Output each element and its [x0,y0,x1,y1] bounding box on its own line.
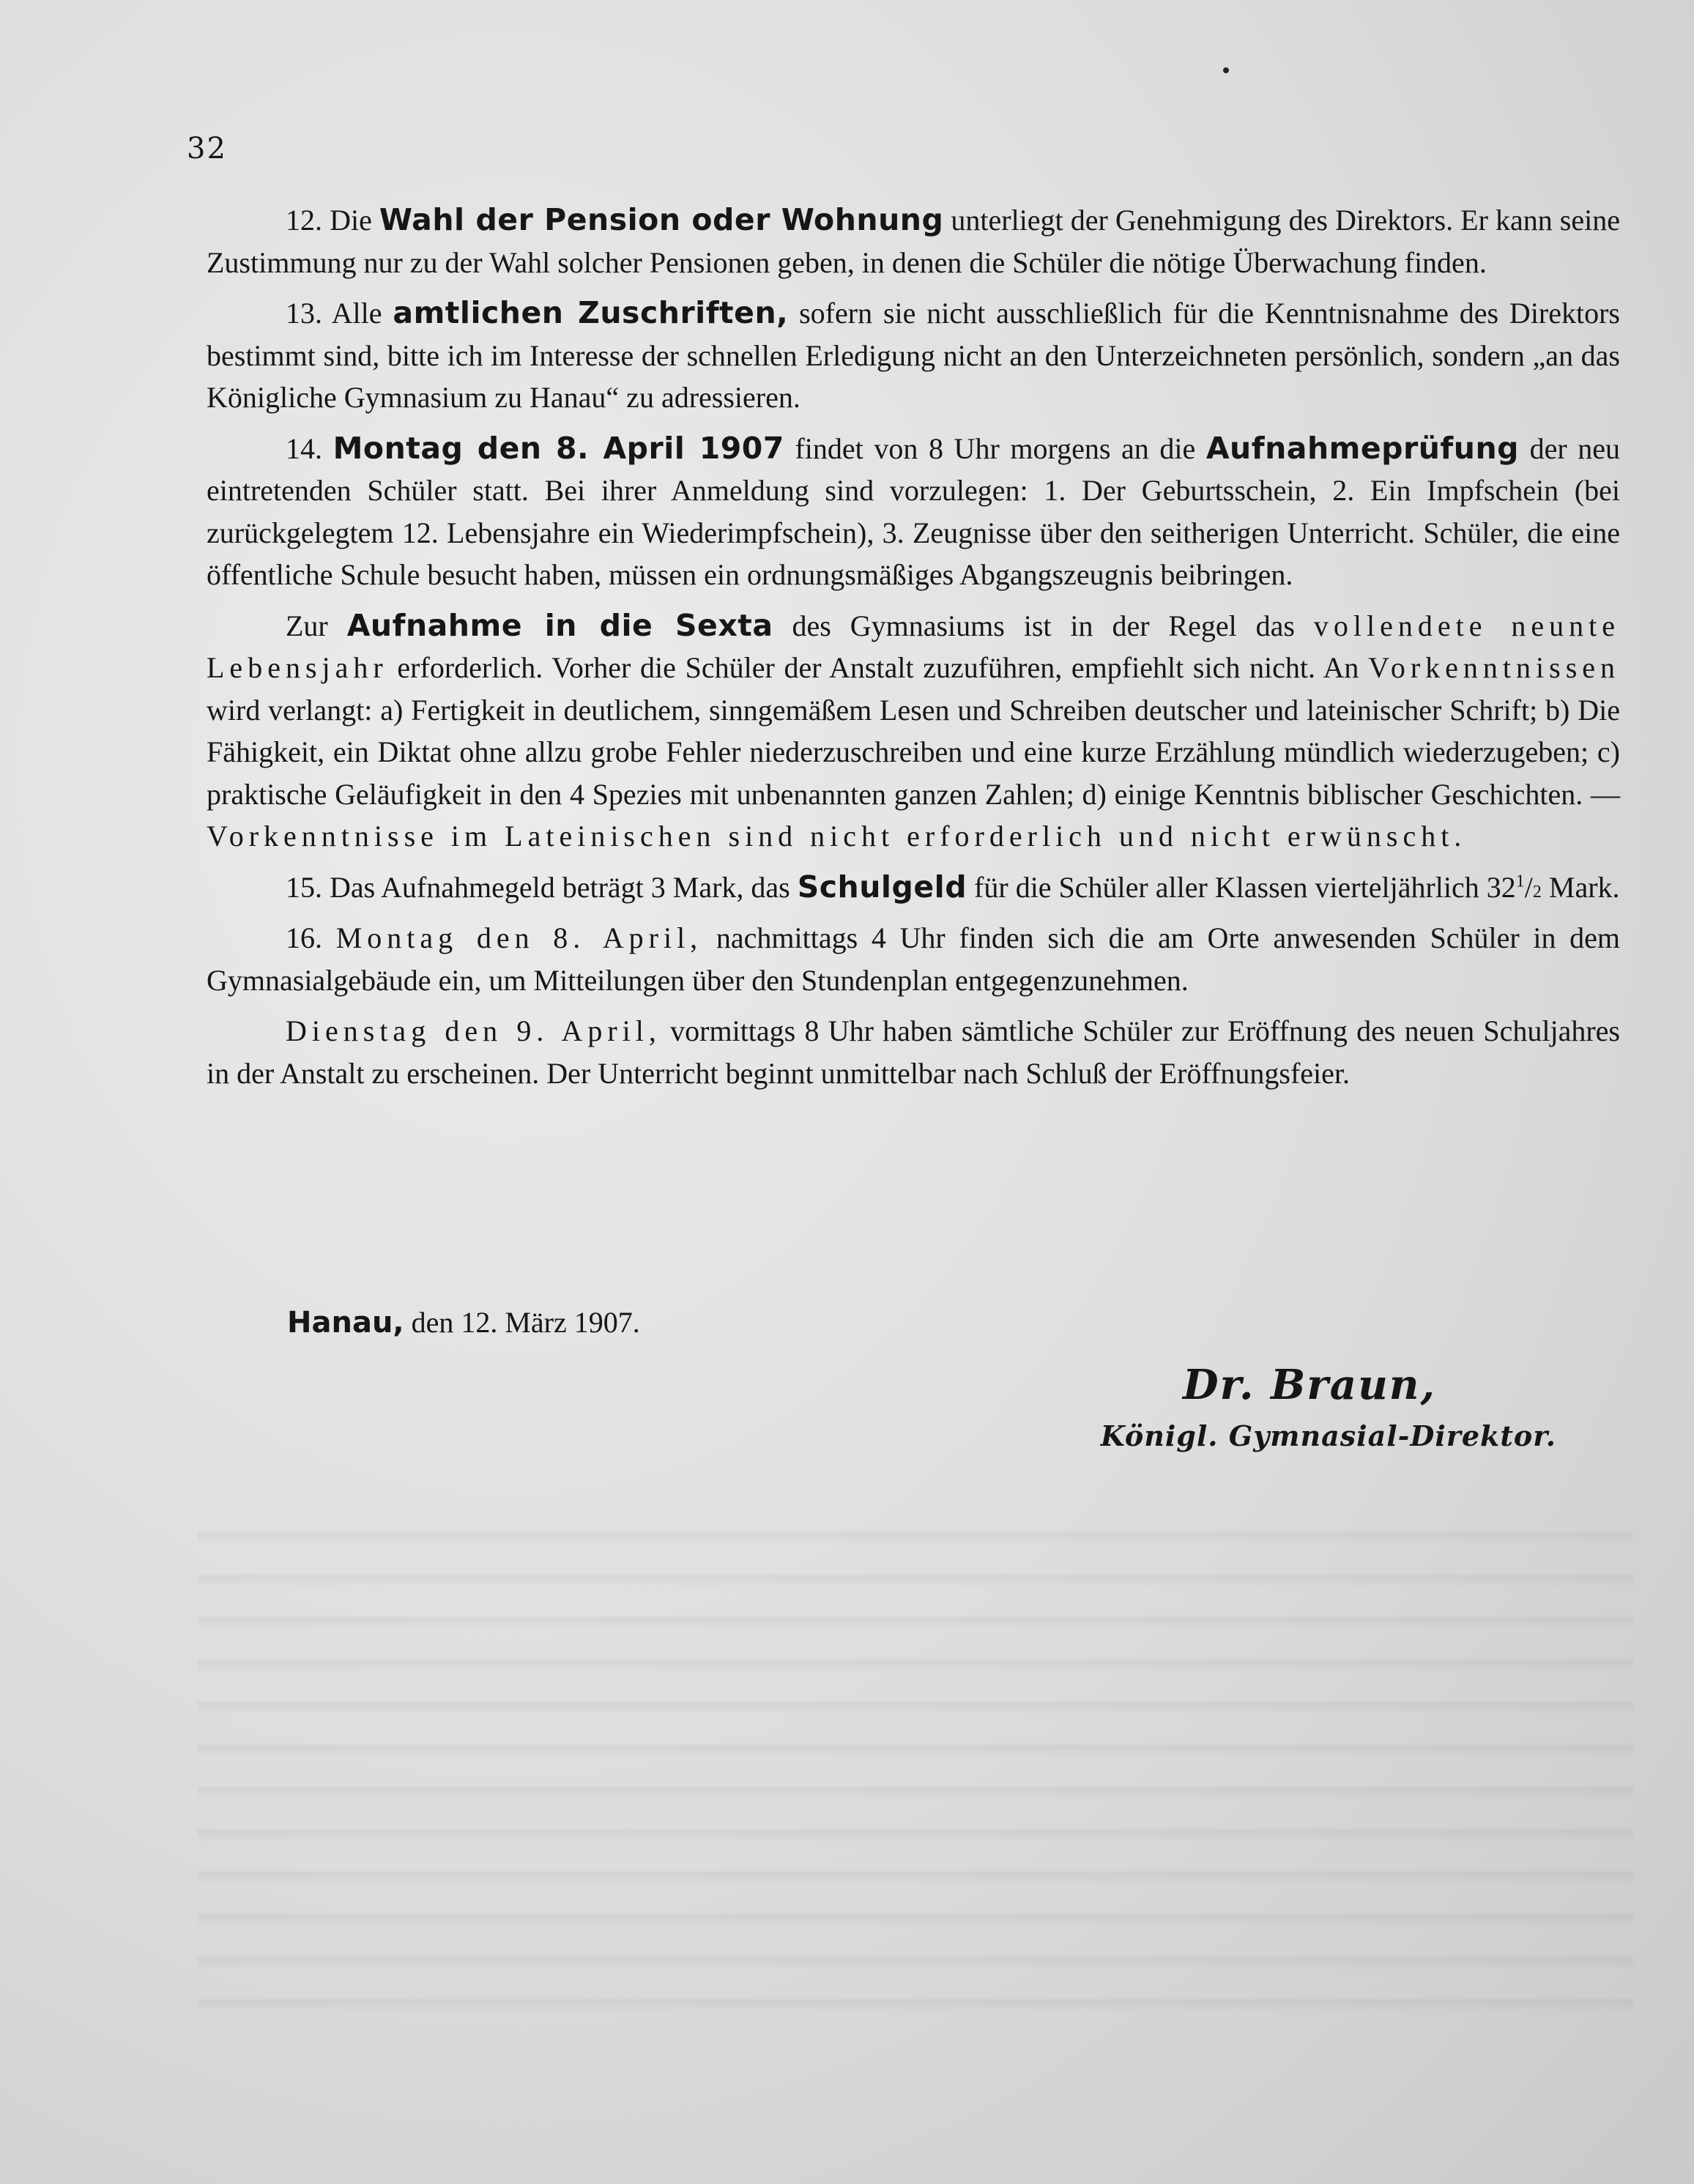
paragraph-sexta-spaced-1: vollendete neunte Lebensjahr [207,609,1621,684]
paragraph-14-number: 14. [286,431,322,465]
paragraph-dienstag [207,1010,1620,1094]
paragraph-16 [207,917,1620,1001]
paragraph-12-number: 12. Die [286,204,372,237]
school-fee-numerator: 1 [1515,872,1525,891]
paragraph-13-text: sofern sie nicht ausschließlich für die Kenntnisnahme des Direktors bestimmt sind, bitte ich im Interesse der schnellen Erledigung nicht an den Unterzeichneten persönlich, sondern „an das Königliche Gymnasium zu Hanau“ zu adressieren. [207,297,1621,414]
dateline [287,1305,640,1340]
paragraph-sexta-text-3: wird verlangt: a) Fertigkeit in deutlichem, sinngemäßem Lesen und Schreiben deutscher und lateinischer Schrift; b) Die Fähigkeit, ein Diktat ohne allzu grobe Fehler niederzuschreiben und eine kurze Erzählung mündlich wiederzugeben; c) praktische Geläufigkeit in den 4 Spezies mit unbenannten ganzen Zahlen; d) einige Kenntnis biblischer Geschichten. — [207,693,1620,811]
ink-speck [1223,67,1229,73]
paragraph-14-heading: Aufnahmeprüfung [1206,430,1519,466]
paragraph-14 [207,428,1620,596]
paragraph-15-number: 15. Das Aufnahmegeld beträgt 3 Mark, das [286,870,790,904]
paragraph-12-text: unterliegt der Genehmigung des Direktors. Er kann seine Zustimmung nur zu der Wahl solcher Pensionen geben, in denen die Schüler die nötige Überwachung finden. [207,204,1620,279]
paragraph-sexta-text-1: des Gymnasiums ist in der Regel das [792,609,1295,642]
paragraph-15-unit: Mark. [1548,870,1620,904]
paragraph-13-heading: amtlichen Zuschriften, [393,295,789,330]
paragraph-sexta-spaced-2: Vorkenntnissen [1368,651,1621,684]
paragraph-dienstag-date: Dienstag den 9. April, [286,1014,661,1047]
school-fee-integer: 32 [1486,870,1516,904]
dateline-date: den 12. März 1907. [411,1306,640,1339]
paragraph-sexta-spaced-3: Vorkenntnisse im Lateinischen sind nicht erforderlich und nicht erwünscht. [207,820,1467,853]
paragraph-15-text: für die Schüler aller Klassen vierteljährlich [974,870,1479,904]
paragraph-sexta-intro: Zur [286,609,328,642]
bleed-through-shadow [198,1501,1633,2029]
paragraph-15 [207,866,1620,909]
paragraph-12-heading: Wahl der Pension oder Wohnung [379,202,944,237]
document-body [207,199,1620,1103]
page-number: 32 [187,132,227,166]
signature-title: Königl. Gymnasial-Direktor. [1100,1419,1556,1452]
paragraph-sexta-heading: Aufnahme in die Sexta [346,607,773,643]
paragraph-13 [207,292,1620,419]
paragraph-13-number: 13. Alle [286,297,382,330]
paragraph-16-number: 16. [286,921,322,954]
paragraph-14-text: der neu eintretenden Schüler statt. Bei ihrer Anmeldung sind vorzulegen: 1. Der Geburtsschein, 2. Ein Impfschein (bei zurückgelegtem 12. Lebensjahre ein Wiederimpfschein), 3. Zeugnisse über den seitherigen Unterricht. Schüler, die eine öffentliche Schule besucht haben, müssen ein ordnungsmäßiges Abgangszeugnis beibringen. [207,431,1621,591]
paragraph-14-mid: findet von 8 Uhr morgens an die [795,431,1196,465]
paragraph-14-date: Montag den 8. April 1907 [333,430,784,466]
school-fee-denominator: 2 [1532,882,1542,902]
paragraph-16-text: nachmittags 4 Uhr finden sich die am Orte anwesenden Schüler in dem Gymnasialgebäude ein, um Mitteilungen über den Stundenplan entgegenzunehmen. [207,921,1621,997]
dateline-place: Hanau, [287,1306,404,1340]
paragraph-16-date: Montag den 8. April, [335,921,703,954]
paragraph-15-heading: Schulgeld [797,869,967,905]
paragraph-sexta [207,605,1620,858]
paragraph-12 [207,199,1620,283]
paragraph-dienstag-text: vormittags 8 Uhr haben sämtliche Schüler zur Eröffnung des neuen Schuljahres in der Anstalt zu erscheinen. Der Unterricht beginnt unmittelbar nach Schluß der Eröffnungsfeier. [207,1014,1621,1090]
paragraph-sexta-text-2: erforderlich. Vorher die Schüler der Anstalt zuzuführen, empfiehlt sich nicht. An [397,651,1359,684]
school-fee-amount: $32^1/2$ [1486,870,1542,904]
signature-name: Dr. Braun, [1183,1361,1436,1409]
